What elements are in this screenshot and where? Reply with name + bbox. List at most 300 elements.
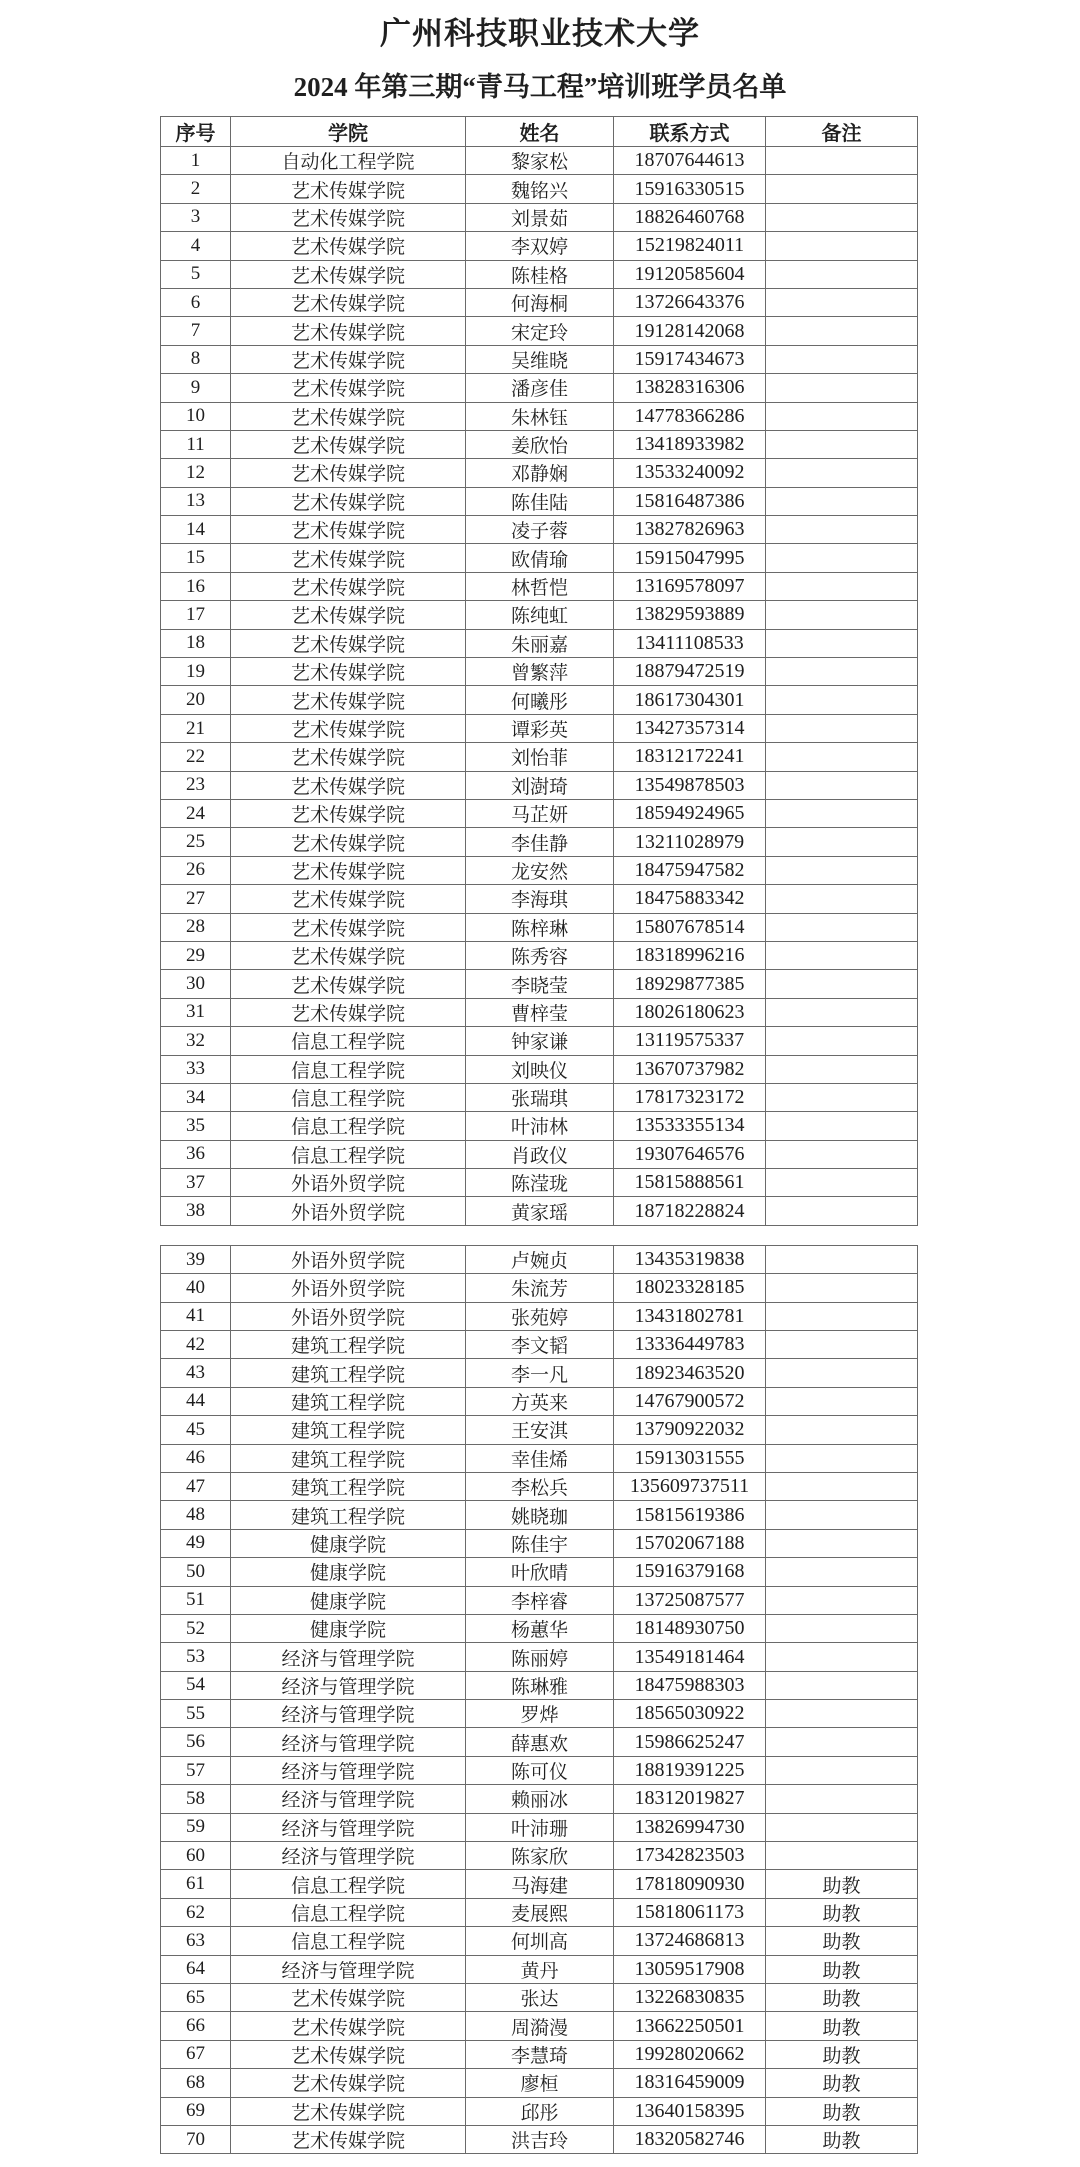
table-row — [161, 1955, 918, 1983]
table-row — [161, 1083, 918, 1111]
table-row — [161, 1444, 918, 1472]
cell-college: 建筑工程学院 — [231, 1359, 466, 1387]
cell-seq: 53 — [161, 1643, 231, 1671]
table-row — [161, 1756, 918, 1784]
cell-phone: 18318996216 — [614, 941, 766, 969]
cell-seq: 41 — [161, 1302, 231, 1330]
cell-remark — [766, 885, 918, 913]
cell-college: 艺术传媒学院 — [231, 374, 466, 402]
table-row — [161, 658, 918, 686]
cell-name: 欧倩瑜 — [466, 544, 614, 572]
cell-college: 艺术传媒学院 — [231, 430, 466, 458]
cell-college: 外语外贸学院 — [231, 1245, 466, 1273]
cell-phone: 18312019827 — [614, 1785, 766, 1813]
table-row — [161, 175, 918, 203]
cell-seq: 50 — [161, 1558, 231, 1586]
cell-remark — [766, 1387, 918, 1415]
cell-phone: 13726643376 — [614, 288, 766, 316]
table-row — [161, 459, 918, 487]
column-header-phone: 联系方式 — [614, 117, 766, 147]
table-row — [161, 1813, 918, 1841]
cell-college: 经济与管理学院 — [231, 1643, 466, 1671]
cell-college: 艺术传媒学院 — [231, 232, 466, 260]
cell-college: 艺术传媒学院 — [231, 2069, 466, 2097]
cell-college: 艺术传媒学院 — [231, 487, 466, 515]
cell-phone: 18879472519 — [614, 658, 766, 686]
table-row — [161, 1898, 918, 1926]
cell-seq: 21 — [161, 714, 231, 742]
cell-college: 建筑工程学院 — [231, 1387, 466, 1415]
cell-phone: 13724686813 — [614, 1927, 766, 1955]
cell-remark — [766, 913, 918, 941]
cell-seq: 24 — [161, 799, 231, 827]
cell-seq: 31 — [161, 998, 231, 1026]
cell-remark — [766, 970, 918, 998]
cell-seq: 64 — [161, 1955, 231, 1983]
cell-seq: 30 — [161, 970, 231, 998]
cell-name: 朱流芳 — [466, 1274, 614, 1302]
cell-phone: 18929877385 — [614, 970, 766, 998]
table-row — [161, 1501, 918, 1529]
cell-remark — [766, 345, 918, 373]
table-row — [161, 260, 918, 288]
cell-remark: 助教 — [766, 2069, 918, 2097]
cell-phone: 19120585604 — [614, 260, 766, 288]
cell-college: 艺术传媒学院 — [231, 516, 466, 544]
cell-remark — [766, 1756, 918, 1784]
cell-college: 艺术传媒学院 — [231, 998, 466, 1026]
table-row — [161, 1140, 918, 1168]
cell-remark — [766, 1197, 918, 1225]
cell-phone: 18617304301 — [614, 686, 766, 714]
document-page — [0, 16, 1080, 2154]
cell-name: 黎家松 — [466, 147, 614, 175]
cell-college: 建筑工程学院 — [231, 1501, 466, 1529]
cell-name: 姚晓珈 — [466, 1501, 614, 1529]
table-row — [161, 1302, 918, 1330]
cell-phone: 13418933982 — [614, 430, 766, 458]
cell-remark — [766, 1416, 918, 1444]
cell-college: 艺术传媒学院 — [231, 2040, 466, 2068]
cell-college: 艺术传媒学院 — [231, 345, 466, 373]
table-row — [161, 1671, 918, 1699]
cell-name: 刘映仪 — [466, 1055, 614, 1083]
cell-name: 叶沛林 — [466, 1112, 614, 1140]
cell-remark — [766, 1302, 918, 1330]
cell-college: 建筑工程学院 — [231, 1331, 466, 1359]
column-header-seq: 序号 — [161, 117, 231, 147]
cell-remark — [766, 203, 918, 231]
cell-phone: 13790922032 — [614, 1416, 766, 1444]
cell-phone: 18475988303 — [614, 1671, 766, 1699]
cell-seq: 32 — [161, 1027, 231, 1055]
cell-phone: 13059517908 — [614, 1955, 766, 1983]
cell-name: 黄丹 — [466, 1955, 614, 1983]
cell-name: 龙安然 — [466, 856, 614, 884]
cell-name: 刘澍琦 — [466, 771, 614, 799]
cell-name: 幸佳烯 — [466, 1444, 614, 1472]
cell-phone: 13827826963 — [614, 516, 766, 544]
table-row — [161, 1586, 918, 1614]
cell-phone: 15807678514 — [614, 913, 766, 941]
cell-seq: 45 — [161, 1416, 231, 1444]
cell-seq: 2 — [161, 175, 231, 203]
cell-name: 洪吉玲 — [466, 2125, 614, 2153]
cell-remark — [766, 1529, 918, 1557]
cell-name: 李佳静 — [466, 828, 614, 856]
cell-college: 艺术传媒学院 — [231, 885, 466, 913]
cell-name: 朱丽嘉 — [466, 629, 614, 657]
table-row — [161, 799, 918, 827]
cell-seq: 36 — [161, 1140, 231, 1168]
cell-phone: 13549181464 — [614, 1643, 766, 1671]
cell-name: 何圳高 — [466, 1927, 614, 1955]
cell-remark — [766, 1331, 918, 1359]
cell-name: 曹梓莹 — [466, 998, 614, 1026]
cell-phone: 13336449783 — [614, 1331, 766, 1359]
cell-remark — [766, 658, 918, 686]
table-row — [161, 232, 918, 260]
cell-remark — [766, 1359, 918, 1387]
cell-phone: 18026180623 — [614, 998, 766, 1026]
cell-name: 陈佳宇 — [466, 1529, 614, 1557]
cell-college: 信息工程学院 — [231, 1027, 466, 1055]
cell-college: 自动化工程学院 — [231, 147, 466, 175]
cell-college: 健康学院 — [231, 1614, 466, 1642]
table-row — [161, 487, 918, 515]
table-row — [161, 374, 918, 402]
cell-phone: 18819391225 — [614, 1756, 766, 1784]
table-row — [161, 1055, 918, 1083]
cell-college: 经济与管理学院 — [231, 1671, 466, 1699]
cell-college: 艺术传媒学院 — [231, 175, 466, 203]
cell-remark — [766, 1643, 918, 1671]
cell-remark — [766, 175, 918, 203]
cell-college: 艺术传媒学院 — [231, 2012, 466, 2040]
cell-name: 陈梓琳 — [466, 913, 614, 941]
cell-college: 建筑工程学院 — [231, 1416, 466, 1444]
table-row — [161, 1274, 918, 1302]
cell-remark — [766, 941, 918, 969]
cell-college: 艺术传媒学院 — [231, 288, 466, 316]
cell-name: 朱林钰 — [466, 402, 614, 430]
table-row — [161, 2125, 918, 2153]
cell-seq: 17 — [161, 601, 231, 629]
table-row — [161, 1842, 918, 1870]
cell-name: 马海建 — [466, 1870, 614, 1898]
table-row — [161, 402, 918, 430]
cell-name: 谭彩英 — [466, 714, 614, 742]
table-row — [161, 2040, 918, 2068]
table-row — [161, 544, 918, 572]
table-row — [161, 771, 918, 799]
cell-college: 艺术传媒学院 — [231, 2125, 466, 2153]
cell-college: 艺术传媒学院 — [231, 771, 466, 799]
cell-name: 何曦彤 — [466, 686, 614, 714]
cell-seq: 65 — [161, 1984, 231, 2012]
cell-name: 罗烨 — [466, 1700, 614, 1728]
cell-name: 宋定玲 — [466, 317, 614, 345]
table-row — [161, 1558, 918, 1586]
table-row — [161, 345, 918, 373]
cell-phone: 19928020662 — [614, 2040, 766, 2068]
cell-phone: 17817323172 — [614, 1083, 766, 1111]
cell-college: 艺术传媒学院 — [231, 714, 466, 742]
table-row — [161, 516, 918, 544]
cell-seq: 37 — [161, 1169, 231, 1197]
cell-seq: 14 — [161, 516, 231, 544]
cell-name: 钟家谦 — [466, 1027, 614, 1055]
cell-name: 何海桐 — [466, 288, 614, 316]
cell-phone: 18316459009 — [614, 2069, 766, 2097]
cell-remark — [766, 1813, 918, 1841]
cell-remark — [766, 743, 918, 771]
cell-name: 林哲恺 — [466, 572, 614, 600]
cell-name: 邓静娴 — [466, 459, 614, 487]
cell-remark — [766, 516, 918, 544]
cell-college: 经济与管理学院 — [231, 1756, 466, 1784]
cell-name: 陈佳陆 — [466, 487, 614, 515]
cell-remark: 助教 — [766, 1927, 918, 1955]
cell-remark — [766, 686, 918, 714]
table-row — [161, 572, 918, 600]
cell-seq: 57 — [161, 1756, 231, 1784]
cell-phone: 13829593889 — [614, 601, 766, 629]
cell-remark — [766, 799, 918, 827]
cell-seq: 59 — [161, 1813, 231, 1841]
cell-remark — [766, 601, 918, 629]
table-row — [161, 1027, 918, 1055]
cell-remark — [766, 629, 918, 657]
cell-phone: 18718228824 — [614, 1197, 766, 1225]
cell-college: 艺术传媒学院 — [231, 601, 466, 629]
cell-seq: 48 — [161, 1501, 231, 1529]
cell-phone: 13662250501 — [614, 2012, 766, 2040]
table-row — [161, 828, 918, 856]
cell-seq: 9 — [161, 374, 231, 402]
cell-college: 艺术传媒学院 — [231, 317, 466, 345]
table-row — [161, 1529, 918, 1557]
cell-name: 陈家欣 — [466, 1842, 614, 1870]
cell-remark — [766, 1083, 918, 1111]
cell-remark — [766, 1027, 918, 1055]
cell-name: 麦展熙 — [466, 1898, 614, 1926]
cell-name: 马芷妍 — [466, 799, 614, 827]
cell-phone: 13533355134 — [614, 1112, 766, 1140]
cell-remark — [766, 714, 918, 742]
cell-college: 外语外贸学院 — [231, 1169, 466, 1197]
table-row — [161, 1245, 918, 1273]
cell-remark — [766, 402, 918, 430]
cell-college: 艺术传媒学院 — [231, 658, 466, 686]
cell-seq: 33 — [161, 1055, 231, 1083]
column-header-name: 姓名 — [466, 117, 614, 147]
cell-name: 陈琳雅 — [466, 1671, 614, 1699]
cell-seq: 11 — [161, 430, 231, 458]
cell-name: 廖桓 — [466, 2069, 614, 2097]
cell-name: 黄家瑶 — [466, 1197, 614, 1225]
cell-seq: 19 — [161, 658, 231, 686]
cell-phone: 13826994730 — [614, 1813, 766, 1841]
cell-phone: 15219824011 — [614, 232, 766, 260]
cell-college: 经济与管理学院 — [231, 1785, 466, 1813]
cell-college: 信息工程学院 — [231, 1140, 466, 1168]
cell-phone: 19307646576 — [614, 1140, 766, 1168]
cell-remark — [766, 459, 918, 487]
cell-phone: 15917434673 — [614, 345, 766, 373]
table-row — [161, 317, 918, 345]
cell-phone: 13226830835 — [614, 1984, 766, 2012]
cell-remark — [766, 1112, 918, 1140]
cell-seq: 49 — [161, 1529, 231, 1557]
table-row — [161, 1643, 918, 1671]
cell-remark — [766, 1700, 918, 1728]
table-row — [161, 1785, 918, 1813]
roster-table-block-2 — [160, 1245, 918, 2155]
cell-remark — [766, 232, 918, 260]
cell-remark — [766, 1274, 918, 1302]
cell-name: 薛惠欢 — [466, 1728, 614, 1756]
cell-seq: 55 — [161, 1700, 231, 1728]
cell-name: 杨蕙华 — [466, 1614, 614, 1642]
cell-college: 外语外贸学院 — [231, 1197, 466, 1225]
cell-name: 陈可仪 — [466, 1756, 614, 1784]
cell-seq: 5 — [161, 260, 231, 288]
cell-name: 李一凡 — [466, 1359, 614, 1387]
cell-remark — [766, 1586, 918, 1614]
cell-phone: 14778366286 — [614, 402, 766, 430]
table-row — [161, 288, 918, 316]
cell-remark — [766, 147, 918, 175]
cell-seq: 23 — [161, 771, 231, 799]
cell-phone: 13411108533 — [614, 629, 766, 657]
cell-seq: 68 — [161, 2069, 231, 2097]
cell-college: 经济与管理学院 — [231, 1813, 466, 1841]
cell-phone: 13670737982 — [614, 1055, 766, 1083]
cell-phone: 18023328185 — [614, 1274, 766, 1302]
cell-remark: 助教 — [766, 1870, 918, 1898]
table-row — [161, 203, 918, 231]
cell-remark — [766, 544, 918, 572]
cell-phone: 18312172241 — [614, 743, 766, 771]
cell-college: 艺术传媒学院 — [231, 970, 466, 998]
cell-remark: 助教 — [766, 2040, 918, 2068]
cell-seq: 35 — [161, 1112, 231, 1140]
cell-phone: 18475947582 — [614, 856, 766, 884]
cell-seq: 39 — [161, 1245, 231, 1273]
cell-seq: 46 — [161, 1444, 231, 1472]
cell-phone: 13211028979 — [614, 828, 766, 856]
cell-seq: 56 — [161, 1728, 231, 1756]
table-row — [161, 1870, 918, 1898]
cell-college: 信息工程学院 — [231, 1898, 466, 1926]
cell-name: 陈纯虹 — [466, 601, 614, 629]
cell-seq: 62 — [161, 1898, 231, 1926]
cell-name: 陈桂格 — [466, 260, 614, 288]
cell-college: 健康学院 — [231, 1586, 466, 1614]
cell-name: 刘景茹 — [466, 203, 614, 231]
cell-name: 曾繁萍 — [466, 658, 614, 686]
cell-name: 李慧琦 — [466, 2040, 614, 2068]
cell-college: 经济与管理学院 — [231, 1842, 466, 1870]
cell-college: 艺术传媒学院 — [231, 2097, 466, 2125]
cell-remark: 助教 — [766, 2097, 918, 2125]
cell-seq: 25 — [161, 828, 231, 856]
table-row — [161, 941, 918, 969]
table-row — [161, 629, 918, 657]
cell-name: 刘怡菲 — [466, 743, 614, 771]
table-row — [161, 913, 918, 941]
cell-name: 张达 — [466, 1984, 614, 2012]
cell-seq: 8 — [161, 345, 231, 373]
cell-name: 陈秀容 — [466, 941, 614, 969]
cell-college: 建筑工程学院 — [231, 1444, 466, 1472]
table-row — [161, 1331, 918, 1359]
cell-name: 魏铭兴 — [466, 175, 614, 203]
cell-college: 健康学院 — [231, 1529, 466, 1557]
cell-seq: 52 — [161, 1614, 231, 1642]
cell-seq: 44 — [161, 1387, 231, 1415]
cell-phone: 13427357314 — [614, 714, 766, 742]
cell-seq: 15 — [161, 544, 231, 572]
cell-phone: 15818061173 — [614, 1898, 766, 1926]
cell-name: 潘彦佳 — [466, 374, 614, 402]
cell-college: 艺术传媒学院 — [231, 459, 466, 487]
cell-seq: 70 — [161, 2125, 231, 2153]
table-row — [161, 998, 918, 1026]
table-row — [161, 1387, 918, 1415]
cell-remark — [766, 374, 918, 402]
cell-phone: 13435319838 — [614, 1245, 766, 1273]
cell-remark — [766, 1472, 918, 1500]
cell-phone: 18320582746 — [614, 2125, 766, 2153]
cell-remark — [766, 487, 918, 515]
cell-college: 信息工程学院 — [231, 1870, 466, 1898]
table-row — [161, 1472, 918, 1500]
table-row — [161, 2097, 918, 2125]
cell-phone: 18923463520 — [614, 1359, 766, 1387]
cell-seq: 1 — [161, 147, 231, 175]
cell-phone: 13119575337 — [614, 1027, 766, 1055]
cell-phone: 15815619386 — [614, 1501, 766, 1529]
cell-seq: 47 — [161, 1472, 231, 1500]
cell-remark — [766, 828, 918, 856]
table-row — [161, 2069, 918, 2097]
cell-seq: 67 — [161, 2040, 231, 2068]
cell-phone: 18826460768 — [614, 203, 766, 231]
cell-seq: 4 — [161, 232, 231, 260]
cell-name: 李海琪 — [466, 885, 614, 913]
cell-seq: 27 — [161, 885, 231, 913]
cell-seq: 66 — [161, 2012, 231, 2040]
table-row — [161, 1416, 918, 1444]
cell-remark — [766, 288, 918, 316]
cell-seq: 16 — [161, 572, 231, 600]
cell-seq: 6 — [161, 288, 231, 316]
cell-name: 周漪漫 — [466, 2012, 614, 2040]
cell-phone: 13640158395 — [614, 2097, 766, 2125]
cell-seq: 3 — [161, 203, 231, 231]
cell-seq: 28 — [161, 913, 231, 941]
cell-name: 叶欣晴 — [466, 1558, 614, 1586]
cell-name: 陈丽婷 — [466, 1643, 614, 1671]
cell-phone: 18594924965 — [614, 799, 766, 827]
cell-college: 建筑工程学院 — [231, 1472, 466, 1500]
cell-phone: 15816487386 — [614, 487, 766, 515]
table-row — [161, 1169, 918, 1197]
cell-college: 外语外贸学院 — [231, 1302, 466, 1330]
cell-seq: 38 — [161, 1197, 231, 1225]
